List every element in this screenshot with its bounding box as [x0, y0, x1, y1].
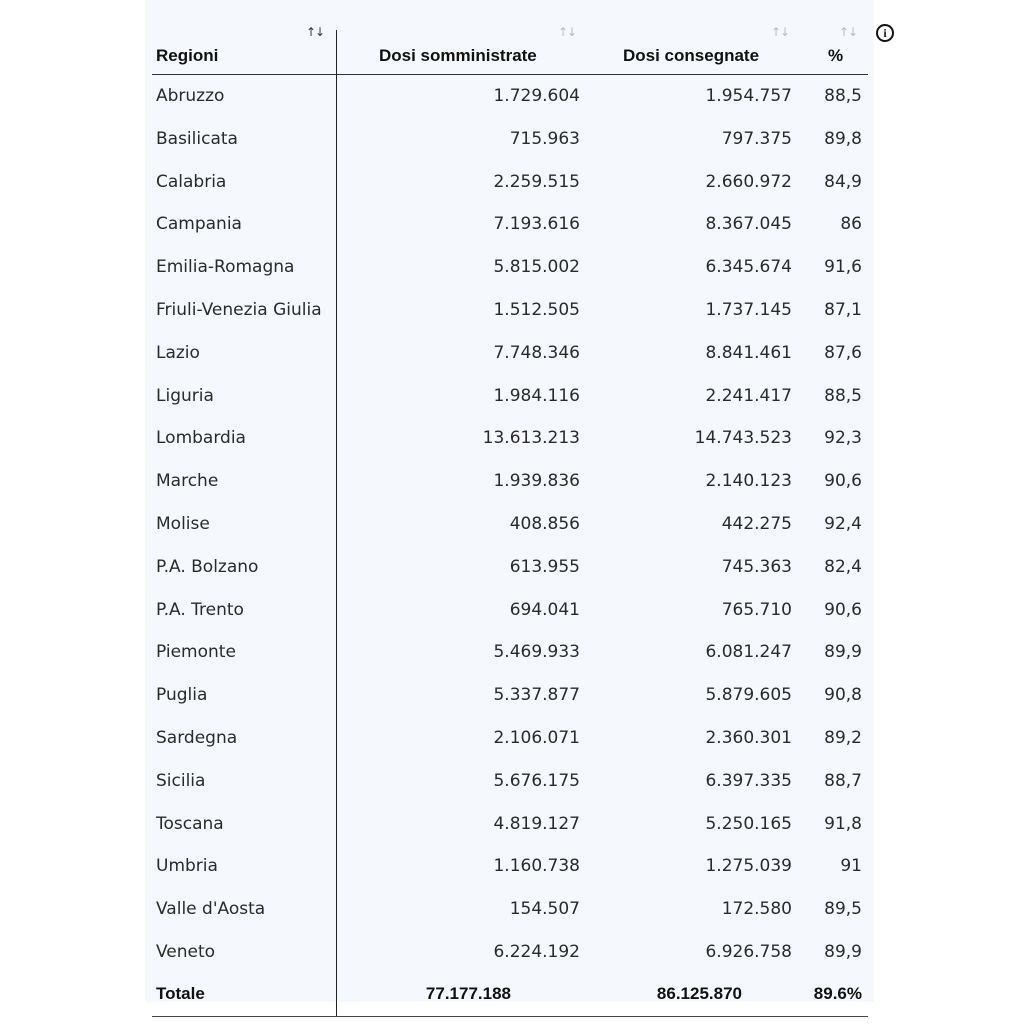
cell-delivered: 8.841.461: [705, 342, 792, 363]
cell-percent: 91,8: [824, 813, 862, 834]
cell-delivered: 8.367.045: [705, 214, 792, 235]
cell-percent: 92,4: [824, 513, 862, 534]
cell-region: Toscana: [156, 813, 224, 834]
cell-delivered: 1.275.039: [705, 856, 792, 877]
cell-delivered: 2.660.972: [705, 171, 792, 192]
table-row: [152, 503, 868, 546]
cell-region: Lazio: [156, 342, 200, 363]
cell-administered: 13.613.213: [482, 428, 580, 449]
cell-region: Valle d'Aosta: [156, 899, 266, 920]
table-row: [152, 888, 868, 931]
cell-region: Liguria: [156, 385, 214, 406]
cell-region: Puglia: [156, 685, 208, 706]
table-row: [152, 417, 868, 460]
table-row: [152, 717, 868, 760]
cell-region: Campania: [156, 214, 242, 235]
table-row: [152, 375, 868, 418]
cell-region: Umbria: [156, 856, 218, 877]
cell-percent: 90,6: [824, 471, 862, 492]
cell-delivered: 6.926.758: [705, 941, 792, 962]
table-row: [152, 289, 868, 332]
cell-percent: 91,6: [824, 257, 862, 278]
cell-percent: 88,7: [824, 770, 862, 791]
cell-delivered: 6.345.674: [705, 257, 792, 278]
cell-percent: 87,6: [824, 342, 862, 363]
table-row: [152, 203, 868, 246]
cell-delivered: 2.360.301: [705, 727, 792, 748]
cell-percent: 82,4: [824, 556, 862, 577]
table-row: [152, 460, 868, 503]
table-row: [152, 161, 868, 204]
total-administered: 77.177.188: [425, 983, 511, 1003]
cell-percent: 90,8: [824, 685, 862, 706]
cell-delivered: 5.250.165: [705, 813, 792, 834]
cell-administered: 715.963: [509, 128, 580, 149]
table-row: [152, 674, 868, 717]
cell-delivered: 172.580: [721, 899, 792, 920]
cell-region: Sardegna: [156, 727, 238, 748]
cell-administered: 6.224.192: [493, 941, 580, 962]
cell-delivered: 2.140.123: [705, 471, 792, 492]
header-somministrate[interactable]: Dosi somministrate: [379, 46, 537, 65]
table-row: [152, 631, 868, 674]
cell-administered: 5.337.877: [493, 685, 580, 706]
info-icon[interactable]: [876, 24, 894, 42]
cell-delivered: 1.737.145: [705, 299, 792, 320]
total-row: [152, 974, 868, 1018]
cell-delivered: 1.954.757: [705, 86, 792, 106]
cell-region: Calabria: [156, 171, 227, 192]
table-row: [152, 546, 868, 589]
cell-delivered: 5.879.605: [705, 685, 792, 706]
cell-administered: 1.729.604: [493, 86, 580, 106]
cell-region: Basilicata: [156, 128, 238, 149]
cell-region: P.A. Bolzano: [156, 556, 259, 577]
total-label: Totale: [156, 983, 205, 1003]
cell-percent: 86: [840, 214, 862, 235]
table-bottom-border: [152, 1016, 868, 1017]
header-regioni[interactable]: Regioni: [156, 46, 219, 65]
info-icon-glyph: i: [883, 26, 887, 40]
cell-region: Lombardia: [156, 428, 246, 449]
table-row: [152, 845, 868, 888]
cell-region: Emilia-Romagna: [156, 257, 295, 278]
table-row: [152, 75, 868, 118]
cell-percent: 89,2: [824, 727, 862, 748]
table-body: [152, 75, 868, 974]
cell-region: Marche: [156, 471, 219, 492]
column-divider: [336, 30, 337, 1016]
cell-administered: 7.748.346: [493, 342, 580, 363]
cell-percent: 84,9: [824, 171, 862, 192]
table-row: [152, 332, 868, 375]
cell-delivered: 2.241.417: [705, 385, 792, 406]
cell-administered: 7.193.616: [493, 214, 580, 235]
table-row: [152, 246, 868, 289]
cell-percent: 90,6: [824, 599, 862, 620]
table-row: [152, 589, 868, 632]
sort-consegnate-icon[interactable]: ↑↓: [771, 25, 790, 39]
cell-percent: 89,9: [824, 941, 862, 962]
cell-delivered: 6.397.335: [705, 770, 792, 791]
cell-administered: 154.507: [509, 899, 580, 920]
cell-administered: 1.939.836: [493, 471, 580, 492]
header-percent[interactable]: %: [828, 46, 844, 65]
cell-administered: 408.856: [509, 513, 580, 534]
cell-delivered: 765.710: [721, 599, 792, 620]
cell-percent: 87,1: [824, 299, 862, 320]
table-row: [152, 931, 868, 974]
table-row: [152, 760, 868, 803]
cell-region: P.A. Trento: [156, 599, 244, 620]
total-percent: 89.6%: [813, 983, 862, 1003]
sort-percent-icon[interactable]: ↑↓: [839, 25, 858, 39]
cell-region: Abruzzo: [156, 86, 225, 106]
cell-percent: 89,8: [824, 128, 862, 149]
cell-administered: 1.160.738: [493, 856, 580, 877]
cell-administered: 2.106.071: [493, 727, 580, 748]
total-delivered: 86.125.870: [656, 983, 742, 1003]
table-row: [152, 118, 868, 161]
cell-delivered: 442.275: [721, 513, 792, 534]
cell-region: Sicilia: [156, 770, 206, 791]
cell-administered: 5.469.933: [493, 642, 580, 663]
cell-percent: 89,5: [824, 899, 862, 920]
cell-delivered: 14.743.523: [694, 428, 792, 449]
cell-delivered: 797.375: [721, 128, 792, 149]
cell-administered: 5.815.002: [493, 257, 580, 278]
vaccination-table: [152, 22, 868, 1018]
table-header: [152, 22, 868, 75]
cell-percent: 91: [840, 856, 862, 877]
cell-region: Molise: [156, 513, 210, 534]
cell-administered: 613.955: [509, 556, 580, 577]
cell-percent: 88,5: [824, 385, 862, 406]
cell-percent: 92,3: [824, 428, 862, 449]
cell-administered: 5.676.175: [493, 770, 580, 791]
cell-delivered: 6.081.247: [705, 642, 792, 663]
sort-regioni-icon[interactable]: ↑↓: [306, 25, 325, 39]
cell-region: Friuli-Venezia Giulia: [156, 299, 322, 320]
cell-delivered: 745.363: [721, 556, 792, 577]
cell-administered: 1.512.505: [493, 299, 580, 320]
header-consegnate[interactable]: Dosi consegnate: [623, 46, 760, 65]
table-row: [152, 803, 868, 846]
cell-region: Veneto: [156, 941, 216, 962]
cell-administered: 694.041: [509, 599, 580, 620]
cell-administered: 2.259.515: [493, 171, 580, 192]
cell-percent: 89,9: [824, 642, 862, 663]
cell-administered: 1.984.116: [493, 385, 580, 406]
cell-percent: 88,5: [824, 86, 862, 106]
cell-region: Piemonte: [156, 642, 236, 663]
cell-administered: 4.819.127: [493, 813, 580, 834]
sort-somministrate-icon[interactable]: ↑↓: [558, 25, 577, 39]
